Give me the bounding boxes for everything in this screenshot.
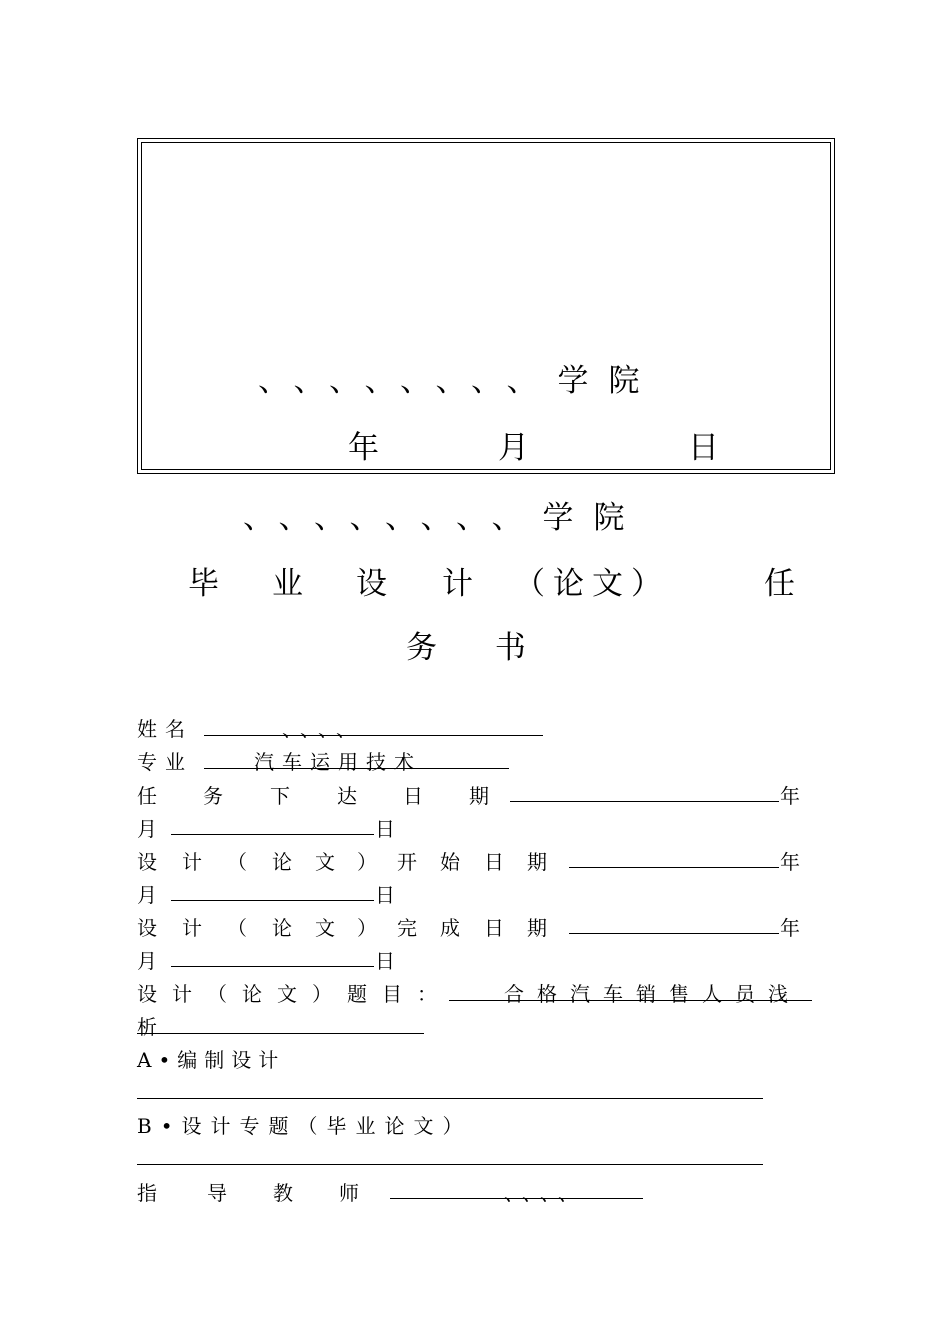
doc-title-char-2: 业 <box>272 566 303 602</box>
finish-date-char: 日 <box>484 916 504 940</box>
assign-date-year-underline <box>510 801 779 802</box>
finish-date-char: 完 <box>397 916 417 940</box>
start-date-month-underline <box>171 900 374 901</box>
topic-value-line1: 合格汽车销售人员浅 <box>504 982 801 1006</box>
doc-title-char-6: 任 <box>764 566 795 602</box>
cover-date-month: 月 <box>498 430 529 466</box>
cover-school-name: 、、、、、、、、学院 <box>258 363 660 399</box>
start-date-char: 日 <box>484 850 504 874</box>
advisor-char: 教 <box>273 1181 293 1205</box>
assign-date-char: 日 <box>403 784 423 808</box>
cover-date-day: 日 <box>688 430 719 466</box>
section-a-heading: A•编制设计 <box>137 1048 286 1072</box>
finish-date-char: ） <box>357 916 377 940</box>
name-value: 、、、、 <box>282 717 364 741</box>
finish-date-char: 成 <box>440 916 460 940</box>
advisor-char: 导 <box>207 1181 227 1205</box>
finish-date-char: 论 <box>272 916 292 940</box>
finish-date-char: （ <box>227 916 247 940</box>
doc-title-char-3: 设 <box>356 566 387 602</box>
topic-value-line2: 析 <box>137 1015 157 1039</box>
finish-date-year-underline <box>569 933 779 934</box>
header-school-name: 、、、、、、、、学院 <box>243 500 645 536</box>
doc-title-thesis: （论文） <box>514 566 670 602</box>
assign-date-char: 达 <box>337 784 357 808</box>
start-date-year: 年 <box>780 850 800 874</box>
doc-title-char-4: 计 <box>442 566 473 602</box>
section-b-heading: B•设计专题（毕业论文） <box>137 1114 472 1138</box>
doc-title-char-1: 毕 <box>188 566 219 602</box>
start-date-char: 期 <box>527 850 547 874</box>
assign-date-month-underline <box>171 834 374 835</box>
assign-date-day: 日 <box>375 817 395 841</box>
section-a-line <box>137 1098 763 1099</box>
finish-date-char: 设 <box>137 916 157 940</box>
start-date-char: 文 <box>315 850 335 874</box>
start-date-day: 日 <box>375 883 395 907</box>
assign-date-year: 年 <box>780 784 800 808</box>
assign-date-char: 下 <box>270 784 290 808</box>
advisor-char: 指 <box>137 1181 157 1205</box>
major-label: 专业 <box>137 750 193 774</box>
start-date-char: 论 <box>272 850 292 874</box>
major-value: 汽车运用技术 <box>254 750 422 774</box>
finish-date-char: 文 <box>315 916 335 940</box>
start-date-month: 月 <box>137 883 157 907</box>
cover-box <box>137 138 835 474</box>
start-date-char: 计 <box>182 850 202 874</box>
section-b-line <box>137 1164 763 1165</box>
start-date-char: 设 <box>137 850 157 874</box>
assign-date-char: 务 <box>203 784 223 808</box>
finish-date-month: 月 <box>137 949 157 973</box>
cover-box-inner-border <box>141 142 831 470</box>
cover-date-year: 年 <box>348 430 379 466</box>
topic-underline-line2 <box>137 1033 424 1034</box>
topic-label: 设计（论文）题目： <box>137 982 452 1006</box>
finish-date-month-underline <box>171 966 374 967</box>
advisor-char: 师 <box>339 1181 359 1205</box>
assign-date-char: 期 <box>469 784 489 808</box>
start-date-char: ） <box>357 850 377 874</box>
finish-date-char: 期 <box>527 916 547 940</box>
start-date-char: （ <box>227 850 247 874</box>
advisor-value: 、、、、 <box>504 1181 586 1205</box>
finish-date-day: 日 <box>375 949 395 973</box>
name-label: 姓名 <box>137 717 193 741</box>
assign-date-char: 任 <box>137 784 157 808</box>
finish-date-year: 年 <box>780 916 800 940</box>
name-underline <box>204 735 543 736</box>
start-date-char: 始 <box>440 850 460 874</box>
assign-date-month: 月 <box>137 817 157 841</box>
finish-date-char: 计 <box>182 916 202 940</box>
doc-title-line2: 务 书 <box>406 630 550 666</box>
start-date-char: 开 <box>397 850 417 874</box>
start-date-year-underline <box>569 867 779 868</box>
